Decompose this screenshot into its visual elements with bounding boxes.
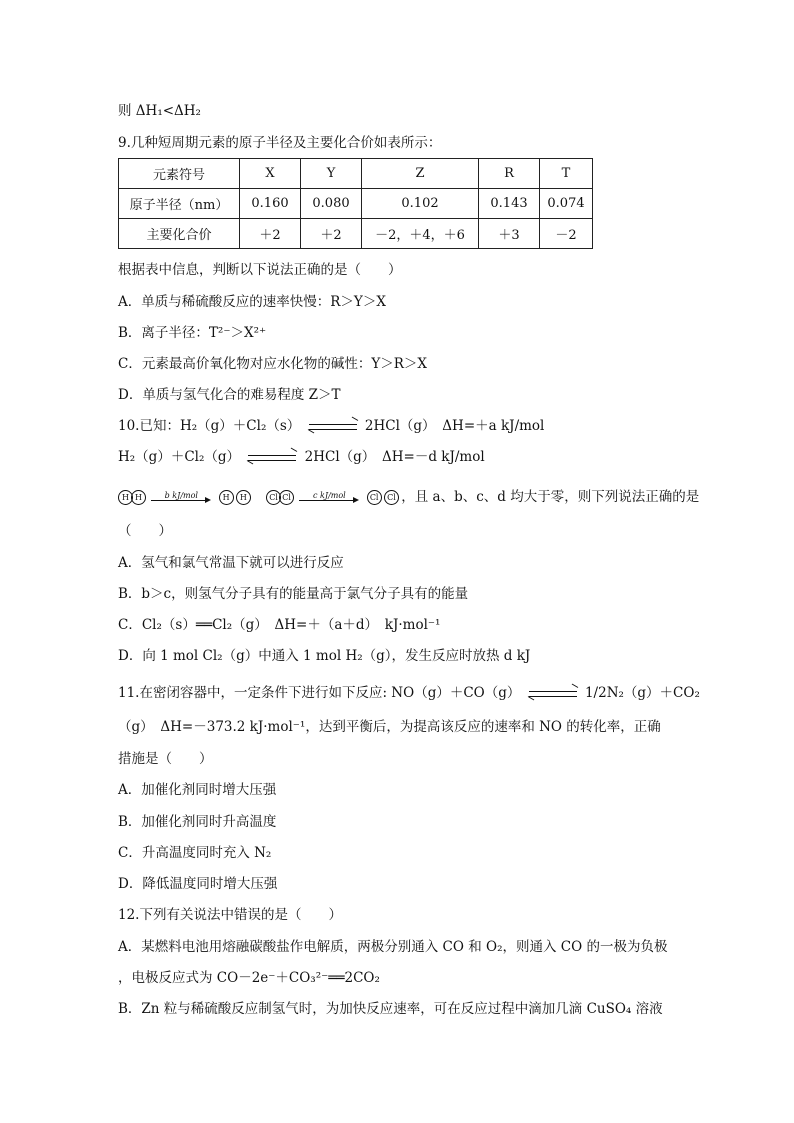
h-atom-icon: H: [219, 490, 234, 505]
bond-energy-label: b kJ/mol: [164, 490, 198, 500]
cl-atom-icon: Cl: [367, 490, 382, 505]
q10-head: 10.已知：: [118, 418, 180, 434]
q10-r1-left: H₂（g）＋Cl₂（s）: [179, 418, 301, 434]
q10-r1-right: 2HCl（g） ΔH=＋a kJ/mol: [364, 418, 545, 434]
table-cell: 元素符号: [119, 159, 240, 189]
q11-option-c: C．升高温度同时充入 N₂: [118, 845, 272, 861]
table-cell: R: [479, 159, 540, 189]
table-cell: ＋2: [301, 219, 362, 249]
table-cell: －2，＋4，＋6: [362, 219, 479, 249]
cl-atom-icon: Cl: [384, 490, 399, 505]
equilibrium-arrow-icon: [248, 453, 296, 463]
equilibrium-arrow-icon: [529, 689, 577, 699]
prev-answer-line: 则 ΔH₁<ΔH₂: [118, 103, 201, 119]
q11-line-3: 措施是（ ）: [118, 751, 213, 767]
q10-paren: （ ）: [118, 523, 172, 539]
q12-option-a-2: ，电极反应式为 CO－2e⁻＋CO₃²⁻══2CO₂: [118, 970, 380, 986]
table-row: [119, 219, 593, 249]
h-atom-icon: H: [131, 490, 146, 505]
q11-option-b: B．加催化剂同时升高温度: [118, 814, 277, 830]
table-cell: 0.102: [362, 189, 479, 219]
q10-bond-diagram: [118, 487, 699, 507]
q10-option-d: D．向 1 mol Cl₂（g）中通入 1 mol H₂（g），发生反应时放热 d kJ: [118, 648, 531, 664]
q11-option-d: D．降低温度同时增大压强: [118, 876, 278, 892]
q9-stem: 根据表中信息，判断以下说法正确的是（ ）: [118, 262, 402, 278]
q10-tail: ，且 a、b、c、d 均大于零，则下列说法正确的是: [401, 489, 700, 505]
q10-reaction-2: [118, 447, 485, 467]
h-atom-icon: H: [118, 490, 133, 505]
table-cell: 0.160: [240, 189, 301, 219]
table-cell: 0.143: [479, 189, 540, 219]
q10-option-c: C．Cl₂（s）══Cl₂（g） ΔH=＋（a＋d） kJ·mol⁻¹: [118, 617, 441, 633]
table-cell: 原子半径（nm）: [119, 189, 240, 219]
q10-reaction-1: [118, 416, 544, 436]
cl-atom-icon: Cl: [279, 490, 294, 505]
q9-option-c: C．元素最高价氧化物对应水化物的碱性：Y＞R＞X: [118, 356, 428, 372]
table-cell: ＋3: [479, 219, 540, 249]
bond-energy-label: c kJ/mol: [312, 490, 346, 500]
table-cell: ＋2: [240, 219, 301, 249]
q11-option-a: A．加催化剂同时增大压强: [118, 782, 277, 798]
h-atom-icon: H: [236, 490, 251, 505]
table-cell: 0.080: [301, 189, 362, 219]
q12-option-a-1: A．某燃料电池用熔融碳酸盐作电解质，两极分别通入 CO 和 O₂，则通入 CO 的一极为负极: [118, 939, 668, 955]
table-cell: Y: [301, 159, 362, 189]
q12-option-b: B．Zn 粒与稀硫酸反应制氢气时，为加快反应速率，可在反应过程中滴加几滴 CuSO₄ 溶液: [118, 1001, 663, 1017]
cl-atom-icon: Cl: [266, 490, 281, 505]
q11-text-b: 1/2N₂（g）＋CO₂: [584, 685, 700, 701]
q10-r2-left: H₂（g）＋Cl₂（g）: [118, 449, 241, 465]
q12-title: 12.下列有关说法中错误的是（ ）: [118, 907, 342, 923]
table-header-row: [119, 159, 593, 189]
q11-line-1: [118, 683, 700, 703]
table-cell: X: [240, 159, 301, 189]
q9-option-a: A．单质与稀硫酸反应的速率快慢：R＞Y＞X: [118, 294, 386, 310]
bond-energy-arrow-icon: [151, 489, 211, 507]
bond-energy-arrow-icon: [299, 489, 359, 507]
q9-option-d: D．单质与氢气化合的难易程度 Z＞T: [118, 387, 341, 403]
table-cell: Z: [362, 159, 479, 189]
q10-option-a: A．氢气和氯气常温下就可以进行反应: [118, 555, 344, 571]
q10-r2-right: 2HCl（g） ΔH=－d kJ/mol: [304, 449, 485, 465]
q9-title: 9.几种短周期元素的原子半径及主要化合价如表所示：: [118, 135, 442, 151]
q10-option-b: B．b＞c，则氢气分子具有的能量高于氯气分子具有的能量: [118, 586, 469, 602]
table-row: [119, 189, 593, 219]
table-cell: 主要化合价: [119, 219, 240, 249]
q9-option-b: B．离子半径：T²⁻＞X²⁺: [118, 325, 267, 341]
table-cell: －2: [540, 219, 593, 249]
table-cell: T: [540, 159, 593, 189]
element-table: [118, 158, 593, 249]
table-cell: 0.074: [540, 189, 593, 219]
q11-line-2: （g） ΔH=－373.2 kJ·mol⁻¹，达到平衡后，为提高该反应的速率和 NO 的转化率，正确: [118, 719, 661, 735]
equilibrium-arrow-icon: [309, 422, 357, 432]
q11-text-a: 11.在密闭容器中，一定条件下进行如下反应: NO（g）＋CO（g）: [118, 685, 521, 701]
